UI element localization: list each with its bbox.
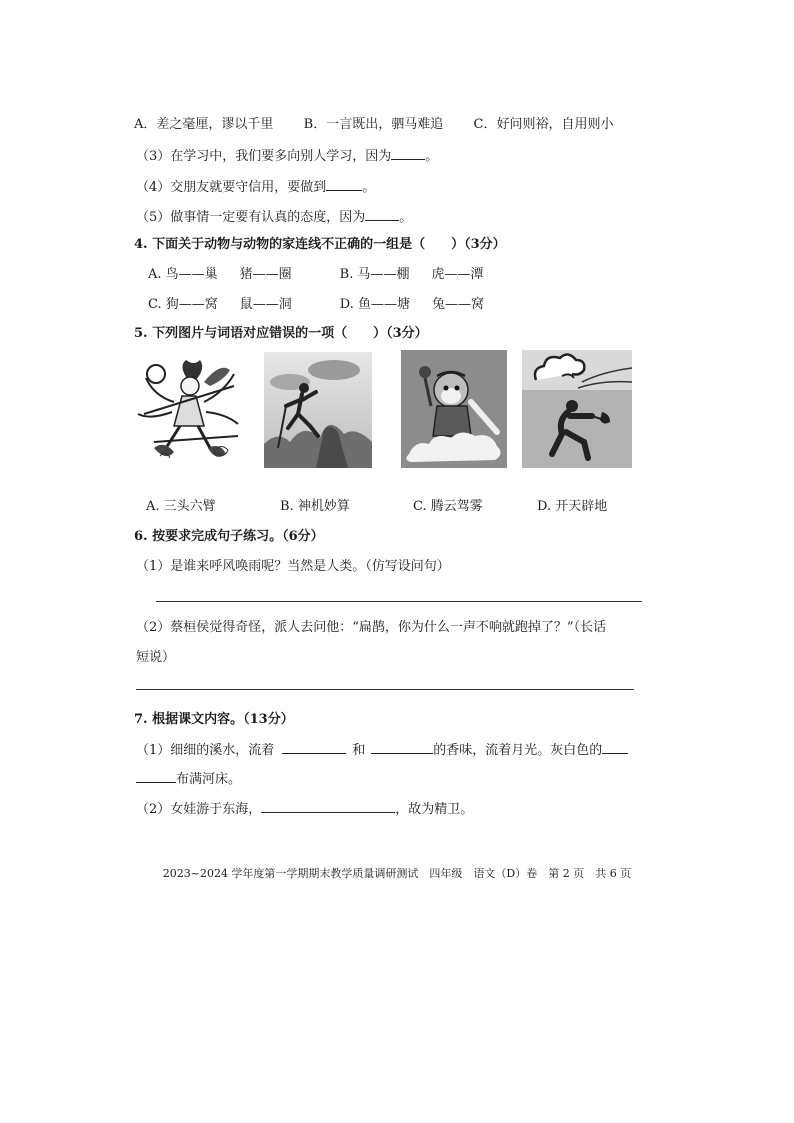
monkey-king-cloud-icon — [401, 350, 507, 468]
q4-title: 4. 下面关于动物与动物的家连线不正确的一组是（ ）（3分） — [134, 237, 506, 252]
blank-field[interactable] — [365, 207, 399, 221]
q3-item-4: （4）交朋友就要守信用，要做到 。 — [136, 177, 375, 197]
warrior-illustration-icon — [134, 352, 242, 468]
q5-caption-b: B. 神机妙算 — [280, 499, 350, 514]
q5-caption-a: A. 三头六臂 — [146, 499, 216, 514]
q5-title: 5. 下列图片与词语对应错误的一项（ ）（3分） — [134, 326, 428, 341]
q6-answer-line-1[interactable] — [156, 601, 642, 602]
page-footer: 2023~2024 学年度第一学期期末教学质量调研测试 四年级 语文（D）卷 第 2 页 共 6 页 — [162, 867, 632, 880]
q7-item-1-cont: 布满河床。 — [136, 769, 241, 789]
q7-item-1: （1）细细的溪水，流着 和 的香味，流着月光。灰白色的 — [136, 740, 628, 760]
q4-option-d2: 兔——窝 — [432, 297, 485, 312]
q3-item-5: （5）做事情一定要有认真的态度，因为 。 — [136, 207, 412, 227]
q3-options-row — [134, 116, 613, 134]
q5-caption-c: C. 腾云驾雾 — [413, 499, 483, 514]
q4-option-c1: C. 狗——窝 — [148, 297, 218, 312]
q6-item-1: （1）是谁来呼风唤雨呢？当然是人类。（仿写设问句） — [136, 559, 450, 574]
q4-options-ab — [148, 266, 484, 284]
q4-option-d1: D. 鱼——塘 — [339, 297, 410, 312]
pangu-axe-icon — [522, 350, 632, 468]
q3-option-a: A．差之毫厘，谬以千里 — [134, 117, 274, 132]
blank-field[interactable] — [282, 740, 346, 754]
blank-field[interactable] — [261, 799, 395, 813]
q3-option-c: C．好问则裕，自用则小 — [473, 117, 614, 132]
q3-item-3: （3）在学习中，我们要多向别人学习，因为 。 — [136, 146, 438, 166]
blank-field[interactable] — [136, 769, 176, 783]
q7-title: 7. 根据课文内容。（13分） — [134, 712, 294, 727]
q4-option-b2: 虎——潭 — [431, 267, 484, 282]
picture-a-three-heads-six-arms — [134, 352, 242, 468]
q6-answer-line-2[interactable] — [136, 689, 634, 690]
q7-item-2: （2）女娃游于东海， ，故为精卫。 — [136, 799, 473, 819]
q5-caption-d: D. 开天辟地 — [537, 499, 608, 514]
picture-b-running-figure — [264, 352, 372, 468]
q4-option-b1: B. 马——棚 — [339, 267, 410, 282]
q4-options-cd — [148, 296, 484, 314]
q6-item-2-line1: （2）蔡桓侯觉得奇怪，派人去问他：“扁鹊，你为什么一声不响就跑掉了？”（长话 — [136, 620, 607, 635]
q6-title: 6. 按要求完成句子练习。（6分） — [134, 529, 324, 544]
running-man-mountains-icon — [264, 352, 372, 468]
q4-option-a1: A. 鸟——巢 — [148, 267, 218, 282]
picture-c-monkey-on-cloud — [401, 350, 507, 468]
blank-field[interactable] — [391, 146, 425, 160]
picture-d-figure-with-axe — [522, 350, 632, 468]
blank-field[interactable] — [602, 740, 628, 754]
q4-option-c2: 鼠——洞 — [239, 297, 292, 312]
q4-option-a2: 猪——圈 — [239, 267, 292, 282]
blank-field[interactable] — [371, 740, 433, 754]
q6-item-2-line2: 短说） — [136, 650, 176, 665]
blank-field[interactable] — [326, 177, 362, 191]
q3-option-b: B．一言既出，驷马难追 — [303, 117, 444, 132]
